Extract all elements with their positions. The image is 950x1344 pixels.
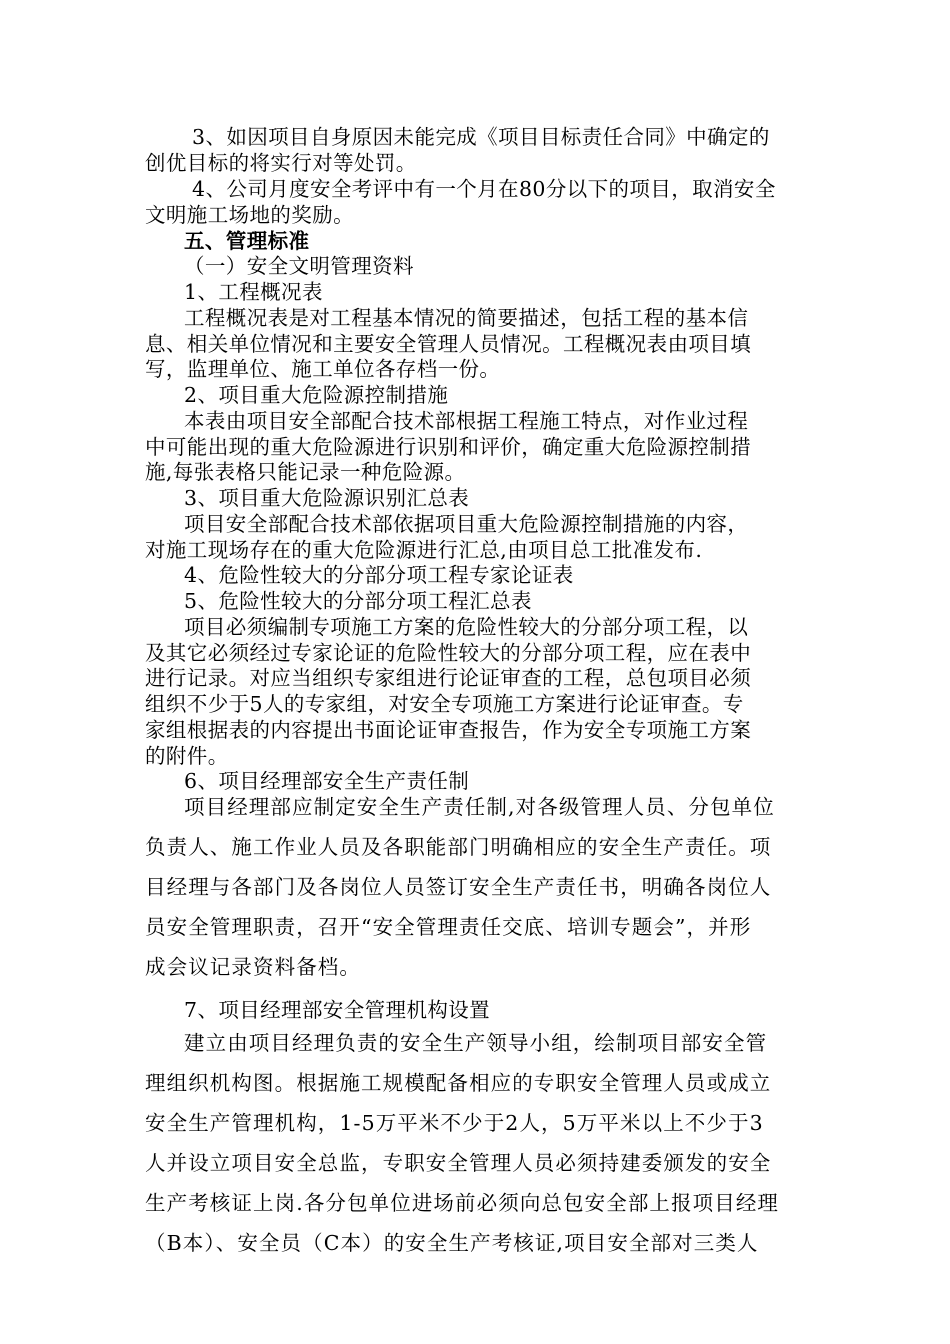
text-line: 及其它必须经过专家论证的危险性较大的分部分项工程，应在表中 bbox=[145, 641, 752, 665]
text-line: 目经理与各部门及各岗位人员签订安全生产责任书，明确各岗位人 bbox=[145, 875, 772, 899]
text-line: 家组根据表的内容提出书面论证审查报告，作为安全专项施工方案 bbox=[145, 718, 752, 742]
item-heading: 1、工程概况表 bbox=[184, 280, 323, 304]
text-line: 生产考核证上岗.各分包单位进场前必须向总包安全部上报项目经理 bbox=[145, 1191, 780, 1215]
text-line: 安全生产管理机构，1-5万平米不少于2人，5万平米以上不少于3 bbox=[145, 1111, 764, 1135]
text-line: 息、相关单位情况和主要安全管理人员情况。工程概况表由项目填 bbox=[145, 332, 752, 356]
text-line: 4、公司月度安全考评中有一个月在80分以下的项目，取消安全 bbox=[192, 177, 776, 201]
text-line: 对施工现场存在的重大危险源进行汇总,由项目总工批准发布. bbox=[145, 538, 703, 562]
text-line: 文明施工场地的奖励。 bbox=[145, 203, 354, 227]
item-heading: 5、危险性较大的分部分项工程汇总表 bbox=[184, 589, 532, 613]
item-heading: 7、项目经理部安全管理机构设置 bbox=[184, 998, 491, 1022]
text-line: 施,每张表格只能记录一种危险源。 bbox=[145, 460, 466, 484]
text-line: 项目安全部配合技术部依据项目重大危险源控制措施的内容， bbox=[184, 512, 749, 536]
item-heading: 2、项目重大危险源控制措施 bbox=[184, 383, 449, 407]
item-heading: 4、危险性较大的分部分项工程专家论证表 bbox=[184, 563, 574, 587]
text-line: 组织不少于5人的专家组，对安全专项施工方案进行论证审查。专 bbox=[145, 692, 744, 716]
text-line: 项目经理部应制定安全生产责任制,对各级管理人员、分包单位 bbox=[184, 795, 775, 819]
text-line: 建立由项目经理负责的安全生产领导小组，绘制项目部安全管 bbox=[184, 1031, 768, 1055]
text-line: 3、如因项目自身原因未能完成《项目目标责任合同》中确定的 bbox=[192, 125, 770, 149]
text-line: 的附件。 bbox=[145, 744, 229, 768]
section-heading: 五、管理标准 bbox=[184, 229, 310, 253]
text-line: 进行记录。对应当组织专家组进行论证审查的工程，总包项目必须 bbox=[145, 666, 752, 690]
text-line: （B本）、安全员（C本）的安全生产考核证,项目安全部对三类人 bbox=[145, 1231, 759, 1255]
text-line: 本表由项目安全部配合技术部根据工程施工特点，对作业过程 bbox=[184, 409, 749, 433]
text-line: 中可能出现的重大危险源进行识别和评价，确定重大危险源控制措 bbox=[145, 435, 752, 459]
text-line: 理组织机构图。根据施工规模配备相应的专职安全管理人员或成立 bbox=[145, 1071, 772, 1095]
text-line: 员安全管理职责，召开“安全管理责任交底、培训专题会”，并形 bbox=[145, 915, 752, 939]
text-line: 负责人、施工作业人员及各职能部门明确相应的安全生产责任。项 bbox=[145, 835, 772, 859]
subsection-heading: （一）安全文明管理资料 bbox=[184, 254, 414, 278]
item-heading: 6、项目经理部安全生产责任制 bbox=[184, 769, 470, 793]
text-line: 人并设立项目安全总监，专职安全管理人员必须持建委颁发的安全 bbox=[145, 1151, 772, 1175]
text-line: 创优目标的将实行对等处罚。 bbox=[145, 151, 417, 175]
item-heading: 3、项目重大危险源识别汇总表 bbox=[184, 486, 470, 510]
text-line: 项目必须编制专项施工方案的危险性较大的分部分项工程，以 bbox=[184, 615, 749, 639]
text-line: 成会议记录资料备档。 bbox=[145, 955, 361, 979]
text-line: 工程概况表是对工程基本情况的简要描述，包括工程的基本信 bbox=[184, 306, 749, 330]
text-line: 写，监理单位、施工单位各存档一份。 bbox=[145, 357, 501, 381]
